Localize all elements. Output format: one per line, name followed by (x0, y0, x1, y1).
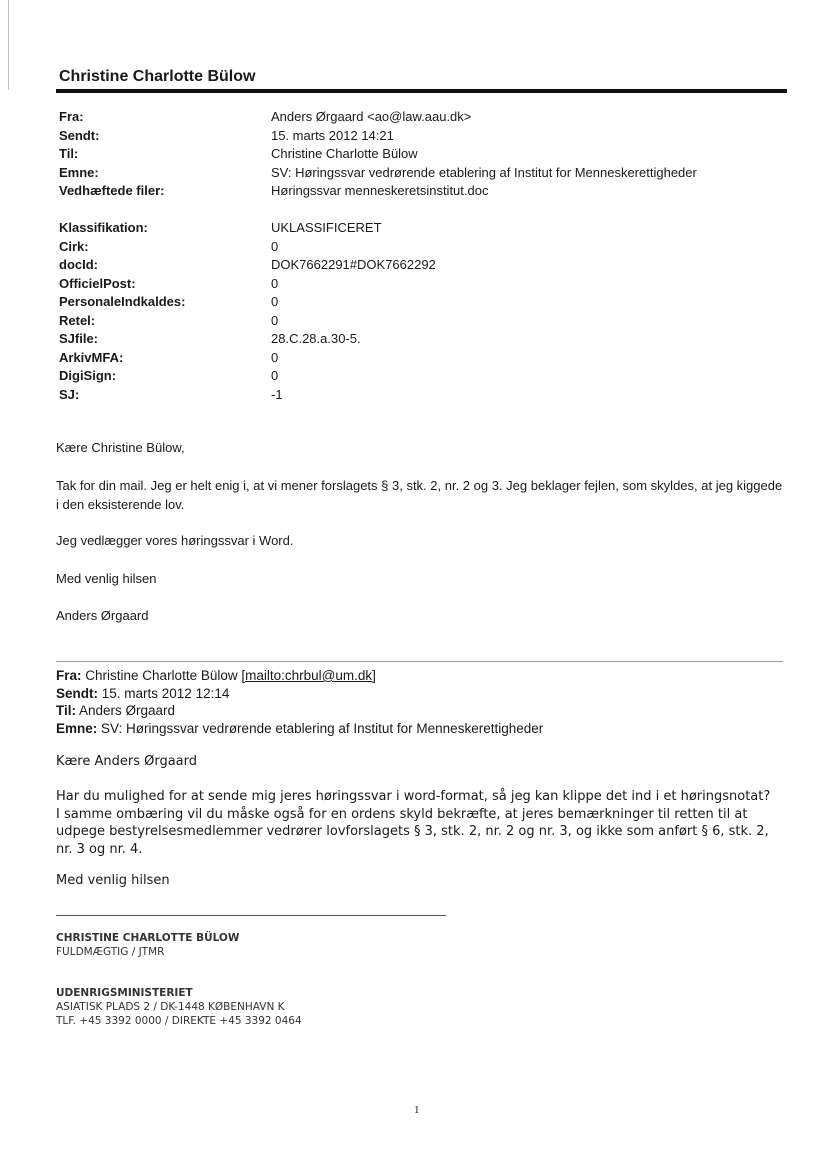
forwarded-greeting (56, 753, 776, 771)
meta-value: DOK7662291#DOK7662292 (271, 257, 436, 272)
meta-label: ArkivMFA: (59, 349, 124, 365)
metadata-fields (59, 219, 436, 404)
page-edge-line (8, 0, 9, 90)
signature-phone: TLF. +45 3392 0000 / DIREKTE +45 3392 0464 (56, 1015, 302, 1027)
header-value: Anders Ørgaard <ao@law.aau.dk> (271, 109, 472, 124)
meta-label: Retel: (59, 312, 96, 328)
meta-row (59, 349, 436, 368)
signature-address: ASIATISK PLADS 2 / DK-1448 KØBENHAVN K (56, 1001, 285, 1013)
meta-row (59, 275, 436, 294)
signature-organization (56, 986, 302, 1028)
reply-paragraph-1-text: Tak for din mail. Jeg er helt enig i, at vi mener forslagets § 3, stk. 2, nr. 2 og 3. Jeg beklager fejlen, som skyldes, at jeg kiggede i den eksisterende lov. (56, 478, 783, 512)
mailto-link[interactable]: [mailto:chrbul@um.dk] (241, 668, 376, 683)
meta-value: 0 (271, 238, 279, 254)
meta-row (59, 367, 436, 386)
signature-title: FULDMÆGTIG / JTMR (56, 946, 165, 958)
meta-label: SJfile: (59, 331, 99, 346)
meta-label: OfficielPost: (59, 275, 136, 291)
reply-paragraph-2 (56, 531, 786, 550)
signature-divider (56, 915, 446, 916)
forwarded-sent-row (56, 685, 543, 703)
attachment-filename: Høringssvar menneskeretsinstitut.doc (271, 183, 489, 198)
forwarded-subject-value: SV: Høringssvar vedrørende etablering af Institut for Menneskerettigheder (101, 720, 544, 736)
forwarded-sent-label: Sendt: (56, 685, 98, 701)
header-row-subject (59, 164, 697, 183)
meta-value: UKLASSIFICERET (271, 220, 382, 235)
signature-org-name: UDENRIGSMINISTERIET (56, 987, 193, 999)
reply-greeting (56, 438, 786, 457)
meta-row (59, 386, 436, 405)
forwarded-subject-label: Emne: (56, 720, 98, 736)
signature-block (56, 931, 239, 959)
reply-closing (56, 569, 786, 588)
meta-row (59, 256, 436, 275)
forwarded-subject-row (56, 720, 543, 738)
forwarded-body-text: Har du mulighed for at sende mig jeres høringssvar i word-format, så jeg kan klippe det ind i et høringsnotat? I samme ombæring vil du måske også for en ordens skyld bekræfte, at jeres bemærkninger til retten til at udpege bestyrelsesmedlemmer vedrører lovforslagets § 3, stk. 2, nr. 2 og nr. 3, og ikke som anført § 6, stk. 2, nr. 3 og nr. 4. (56, 789, 771, 857)
meta-value: 0 (271, 349, 279, 365)
header-row-to (59, 145, 697, 164)
forwarded-from-row (56, 667, 543, 685)
meta-label: Cirk: (59, 238, 89, 254)
forwarded-sent-value: 15. marts 2012 12:14 (101, 685, 230, 701)
heading-rule (56, 89, 787, 93)
meta-label: Klassifikation: (59, 220, 148, 235)
meta-value: 0 (271, 312, 279, 328)
email-header-fields (59, 108, 697, 201)
meta-label: SJ: (59, 386, 80, 402)
forwarded-to-label: Til: (56, 703, 76, 718)
reply-signature-name-text: Anders Ørgaard (56, 608, 149, 623)
header-row-attachments (59, 182, 697, 201)
reply-paragraph-2-text: Jeg vedlægger vores høringssvar i Word. (56, 533, 294, 548)
signature-name: CHRISTINE CHARLOTTE BÜLOW (56, 932, 240, 944)
meta-row (59, 238, 436, 257)
forwarded-closing-text: Med venlig hilsen (56, 873, 170, 888)
forward-separator (56, 661, 783, 662)
meta-value: -1 (271, 386, 283, 402)
meta-row (59, 312, 436, 331)
header-label: Emne: (59, 164, 99, 180)
header-label: Sendt: (59, 127, 100, 143)
header-label: Fra: (59, 109, 84, 124)
header-row-from (59, 108, 697, 127)
reply-closing-text: Med venlig hilsen (56, 571, 157, 586)
header-value: SV: Høringssvar vedrørende etablering af Institut for Menneskerettigheder (271, 164, 697, 180)
meta-row (59, 293, 436, 312)
meta-label: PersonaleIndkaldes: (59, 294, 186, 309)
forwarded-greeting-text: Kære Anders Ørgaard (56, 754, 198, 769)
forwarded-to-value: Anders Ørgaard (79, 703, 176, 718)
header-label: Vedhæftede filer: (59, 183, 165, 198)
reply-signature-name (56, 606, 786, 625)
forwarded-closing (56, 872, 776, 890)
meta-value: 0 (271, 275, 279, 291)
sender-heading: Christine Charlotte Bülow (59, 68, 256, 85)
header-label: Til: (59, 146, 79, 161)
forwarded-from-label: Fra: (56, 668, 82, 683)
meta-value: 28.C.28.a.30-5. (271, 331, 361, 346)
meta-label: docId: (59, 257, 98, 272)
forwarded-to-row (56, 702, 543, 720)
forwarded-from-value: Christine Charlotte Bülow (85, 668, 238, 683)
header-value: 15. marts 2012 14:21 (271, 127, 394, 143)
forwarded-header (56, 667, 543, 737)
forwarded-body (56, 788, 776, 858)
reply-paragraph-1 (56, 476, 786, 514)
meta-label: DigiSign: (59, 368, 117, 383)
meta-row (59, 219, 436, 238)
header-value: Christine Charlotte Bülow (271, 146, 418, 161)
meta-value: 0 (271, 294, 279, 309)
meta-row (59, 330, 436, 349)
reply-greeting-text: Kære Christine Bülow, (56, 440, 185, 455)
page-number: 1 (414, 1104, 420, 1116)
header-row-sent (59, 127, 697, 146)
meta-value: 0 (271, 368, 279, 383)
